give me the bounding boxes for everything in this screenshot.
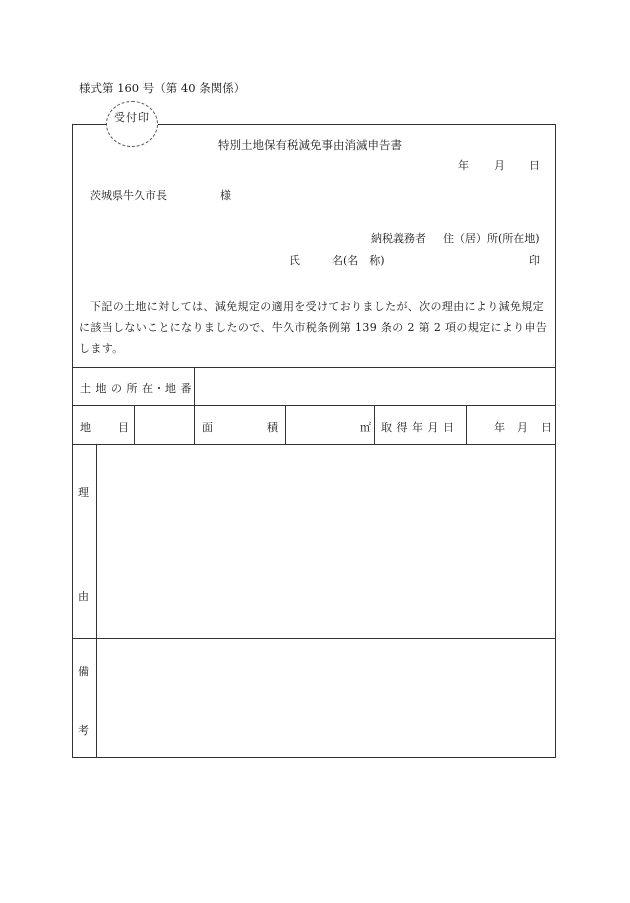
area-label-1: 面 [202,421,213,434]
acquisition-day: 日 [541,421,552,434]
acquisition-date-label: 取 得 年 月 日 [381,421,455,434]
remarks-label-1: 備 [78,665,89,678]
taxpayer-address-row [371,230,540,246]
taxpayer-label: 納税義務者 [371,232,426,245]
reception-stamp-area [106,101,158,147]
acquisition-year: 年 [494,421,505,434]
row2-divider-1 [134,405,135,444]
location-label: 土 地 の 所 在・地 番 [80,382,192,395]
acquisition-month: 月 [517,421,528,434]
area-unit: ㎡ [360,421,371,434]
taxpayer-name-label-2: 名(名 称) [332,254,385,267]
reception-stamp-label: 受付印 [114,111,150,124]
table-line-row2 [72,444,556,445]
declaration-text: 下記の土地に対しては、減免規定の適用を受けておりましたが、次の理由により減免規定に該当しないことになりましたので、牛久市税条例第 139 条の 2 第 2 項の規定により申告します。 [79,300,548,355]
land-category-label-1: 地 [80,421,91,434]
location-divider [194,367,195,405]
form-number: 様式第 160 号（第 40 条関係） [79,81,246,95]
date-day-label: 日 [529,159,540,172]
area-label-2: 積 [267,421,278,434]
addressee-name: 茨城県牛久市長 [90,189,167,202]
row2-divider-4 [374,405,375,444]
date-year-label: 年 [458,159,469,172]
form-frame [72,124,556,758]
document-title: 特別土地保有税減免事由消滅申告書 [218,138,402,152]
row2-divider-3 [285,405,286,444]
taxpayer-address-label: 住（居）所(所在地) [443,232,540,245]
row2-divider-2 [194,405,195,444]
table-line-row3 [72,638,556,639]
remarks-label-2: 考 [78,724,89,737]
table-line-row1 [72,405,556,406]
row2-divider-5 [466,405,467,444]
land-category-label-2: 目 [118,421,129,434]
reason-label-2: 由 [78,590,89,603]
label-column-divider [96,444,97,758]
reason-label-1: 理 [78,486,89,499]
date-month-label: 月 [494,159,505,172]
taxpayer-seal-mark: 印 [529,254,540,267]
taxpayer-name-label-1: 氏 [289,254,300,267]
table-line-top [72,367,556,368]
addressee-honorific: 様 [220,189,231,202]
